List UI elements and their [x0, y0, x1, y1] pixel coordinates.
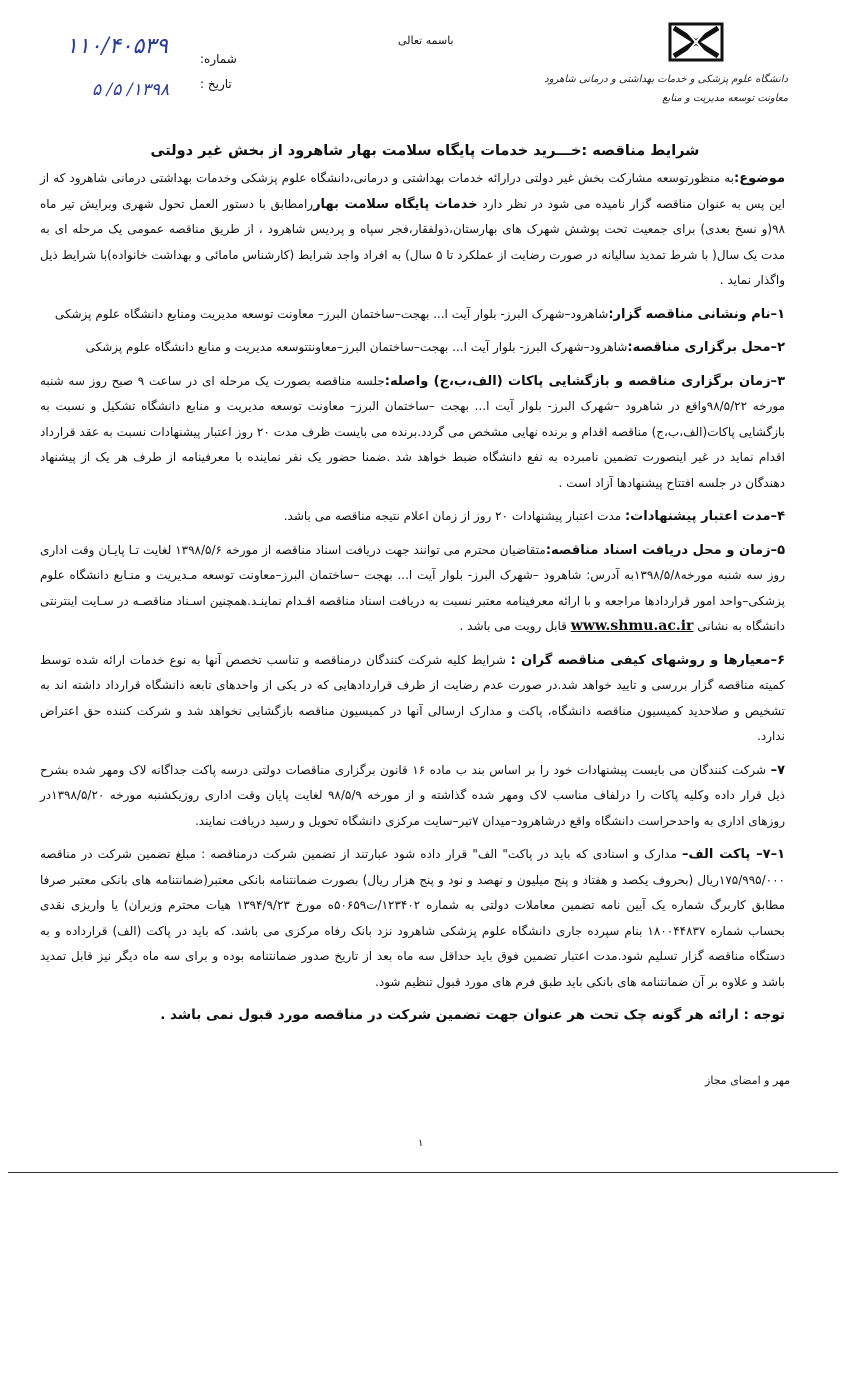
vice-chancellery-name: معاونت توسعه مدیریت و منابع [662, 93, 788, 104]
section-6-label: ۶–معیارها و روشهای کیفی مناقصه گران : [510, 652, 785, 668]
footer-divider [8, 1172, 838, 1173]
section-7-text: شرکت کنندگان می بایست پیشنهادات خود را بر اساس بند ب ماده ۱۶ قانون برگزاری مناقصات دولتی درسه پاکت جداگانه لاک ومهر شده بشرح ذیل قرار داده وکلیه پاکات را درلفاف مناسب لاک ومهر شده گذاشته و از مورخه ۹۸/۵/۹ لغایت پایان وقت اداری روزیکشنبه مورخه ۱۳۹۸/۵/۲۰در روزهای اداری به واحدحراست دانشگاه واقع درشاهرود–میدان ۷تیر–سایت مرکزی دانشگاه تحویل و رسید دریافت نمایند. [40, 762, 786, 828]
letter-number: ۱۱۰/۴۰۵۳۹ [66, 34, 168, 59]
section-7-1-label: ۱–۷– پاکت الف– [682, 847, 785, 862]
subject-label: موضوع: [734, 171, 785, 186]
document-body [40, 166, 785, 1037]
subject-text-2: رامطابق با دستور العمل تحول شهری وبرایش تیر ماه ۹۸(و نسخ بعدی) برای جمعیت تحت پوشش شهرک های بهارستان،ذولفقار،فجر سپاه و پردیس شاهرود ، از طریق مناقصه عمومی یک مرحله ای به مدت یک سال( با شرط تمدید سالیانه در صورت رضایت از عملکرد تا ۵ سال) به افراد واجد شرایط (کارشناس مامائی و بهداشت خانواده)با شرایط ذیل واگذار نماید . [40, 196, 786, 287]
number-label: شماره: [200, 52, 237, 66]
section-4-text: مدت اعتبار پیشنهادات ۲۰ روز از زمان اعلام نتیجه مناقصه می باشد. [283, 509, 625, 523]
section-5-text-1: متقاضیان محترم می توانند جهت دریافت اسناد مناقصه از مورخه ۱۳۹۸/۵/۶ لغایت تـا پایـان وقت اداری روز سه شنبه مورخه۱۳۹۸/۵/۸به آدرس: شاهرود –شهرک البرز- بلوار آیت ا... بهجت –ساختمان البرز–معاونت توسعه مـدیریت و منـابع دانشگاه علوم پزشکی–واحد امور قراردادها مراجعه و با ارائه معرفینامه معتبر نسبت به دریافت اسناد مناقصه اقـدام نماینـد.همچنین اسـناد مناقصـه در سـایت اینترنتی دانشگاه به نشانی [40, 542, 785, 633]
document-title: شرایط مناقصه :خـــرید خدمات پایگاه سلامت بهار شاهرود از بخش غیر دولتی [150, 143, 700, 159]
section-1-label: ۱–نام ونشانی مناقصه گزار: [608, 306, 785, 322]
section-6-text: شرایط کلیه شرکت کنندگان درمناقصه و تناسب تخصص آنها به نوع خدمات ارائه شده توسط کمیته مناقصه گزار بررسی و تایید خواهد شد.در صورت عدم رضایت از طرف قراردادهایی که در یکی از واحدهای تابعه دانشگاه قرارداد داشته اند به تشخیص و صلاحدید کمیسیون مناقصه دانشگاه، پاکت و مدارک ارسالی آنها در کمیسیون مناقصه بازگشایی نخواهد شد و شرکت کننده حق اعتراض ندارد. [40, 652, 785, 743]
subject-bold-text: خدمات پایگاه سلامت بهار [313, 196, 478, 212]
section-5-label: ۵–زمان و محل دریافت اسناد مناقصه: [545, 542, 785, 558]
section-3 [40, 369, 785, 497]
authorized-signature-label: مهر و امضای مجاز [705, 1074, 790, 1087]
section-7-1 [40, 842, 785, 995]
section-5 [40, 538, 785, 640]
section-2-label: ۲–محل برگزاری مناقصه: [627, 340, 785, 355]
university-name: دانشگاه علوم پزشکی و خدمات بهداشتی و درمانی شاهرود [544, 74, 788, 85]
section-5-text-2: قابل رویت می باشد . [459, 619, 571, 633]
section-2 [40, 335, 785, 361]
subject-paragraph [40, 166, 785, 294]
section-3-text: جلسه مناقصه بصورت یک مرحله ای در ساعت ۹ صبح روز سه شنبه مورخه ۹۸/۵/۲۲واقع در شاهرود –شهرک البرز- بلوار آیت ا... بهجت –ساختمان البرز– معاونت توسعه مدیریت و منابع دانشگاه تشکیل و نسبت به بازگشایی پاکات(الف،ب،ج) مناقصه اقدام و برنده نهایی مشخص می گردد.برنده می بایست ظرف مدت ۲۰ روز اعتبار پیشنهادات نسبت به عقد قرارداد اقدام نماید در غیر اینصورت تضمین نامبرده به نفع دانشگاه ضبط خواهد شد .ضمنا حضور یک نفر نماینده با معرفینامه از طرف هر یک از پیشنهاد دهندگان در جلسه افتتاح پیشنهادها آزاد است . [40, 373, 786, 490]
section-4-label: ۴–مدت اعتبار پیشنهادات: [624, 509, 785, 524]
section-1 [40, 302, 785, 328]
section-4 [40, 504, 785, 530]
date-label: تاریخ : [200, 77, 232, 91]
section-7-label: ۷– [770, 762, 786, 778]
basmala: باسمه تعالی [398, 34, 454, 47]
university-logo-icon [668, 22, 724, 62]
page-number: ۱ [418, 1138, 424, 1149]
section-6 [40, 648, 785, 750]
section-7-1-text: مدارک و اسنادی که باید در پاکت" الف" قرار داده شود عبارتند از تضمین شرکت درمناقصه : مبلغ تضمین شرکت در مناقصه ۱۷۵/۹۹۵/۰۰۰ریال (بحروف یکصد و هفتاد و پنج میلیون و نهصد و نود و پنج هزار ریال) بصورت ضمانتنامه بانکی معتبر(ضمانتنامه های بانکی معتبر صرفا مطابق کاربرگ شماره یک آیین نامه تضمین معاملات دولتی به شماره ۱۲۳۴۰۲/ت۵۰۶۵۹ه مورخ ۱۳۹۴/۹/۲۳ هیات محترم وزیران) یا واریزی نقدی بحساب شماره ۱۸۰۰۴۴۸۳۷ بنام سپرده جاری دانشگاه علوم پزشکی شاهرود نزد بانک رفاه مرکزی می باشد. که باید در پاکت (الف) قرارداده و به دستگاه مناقصه گزار تسلیم شود.مدت اعتبار تضمین فوق باید حداقل سه ماه بعد از تاریخ صدور ضمانتنامه بوده و برای سه ماه دیگر نیز قابل تمدید باشد و علاوه بر آن ضمانتنامه های بانکی باید طبق فرم های مورد قبول تنظیم شود. [40, 847, 785, 989]
university-website-link[interactable]: www.shmu.ac.ir [570, 618, 694, 634]
subject-text-1: به منظورتوسعه مشارکت بخش غیر دولتی درارائه خدمات بهداشتی و درمانی،دانشگاه علوم پزشکی وخدمات بهداشتی درمانی شاهرود که از این پس به عنوان مناقصه گزار نامیده می شود در نظر دارد [40, 171, 785, 211]
letter-date: ۱۳۹۸/ ۵/ ۵ [92, 80, 170, 100]
section-1-text: شاهرود–شهرک البرز- بلوار آیت ا... بهجت–ساختمان البرز– معاونت توسعه مدیریت ومنابع دانشگاه علوم پزشکی [54, 306, 609, 321]
section-7 [40, 758, 785, 835]
section-2-text: شاهرود–شهرک البرز- بلوار آیت ا... بهجت–ساختمان البرز–معاونتتوسعه مدیریت و منابع دانشگاه علوم پزشکی [85, 340, 628, 354]
guarantee-note: توجه : ارائه هر گونه چک تحت هر عنوان جهت تضمین شرکت در مناقصه مورد قبول نمی باشد . [160, 1007, 785, 1023]
section-3-label: ۳–زمان برگزاری مناقصه و بازگشایی پاکات (الف،ب،ج) واصله: [384, 373, 785, 389]
